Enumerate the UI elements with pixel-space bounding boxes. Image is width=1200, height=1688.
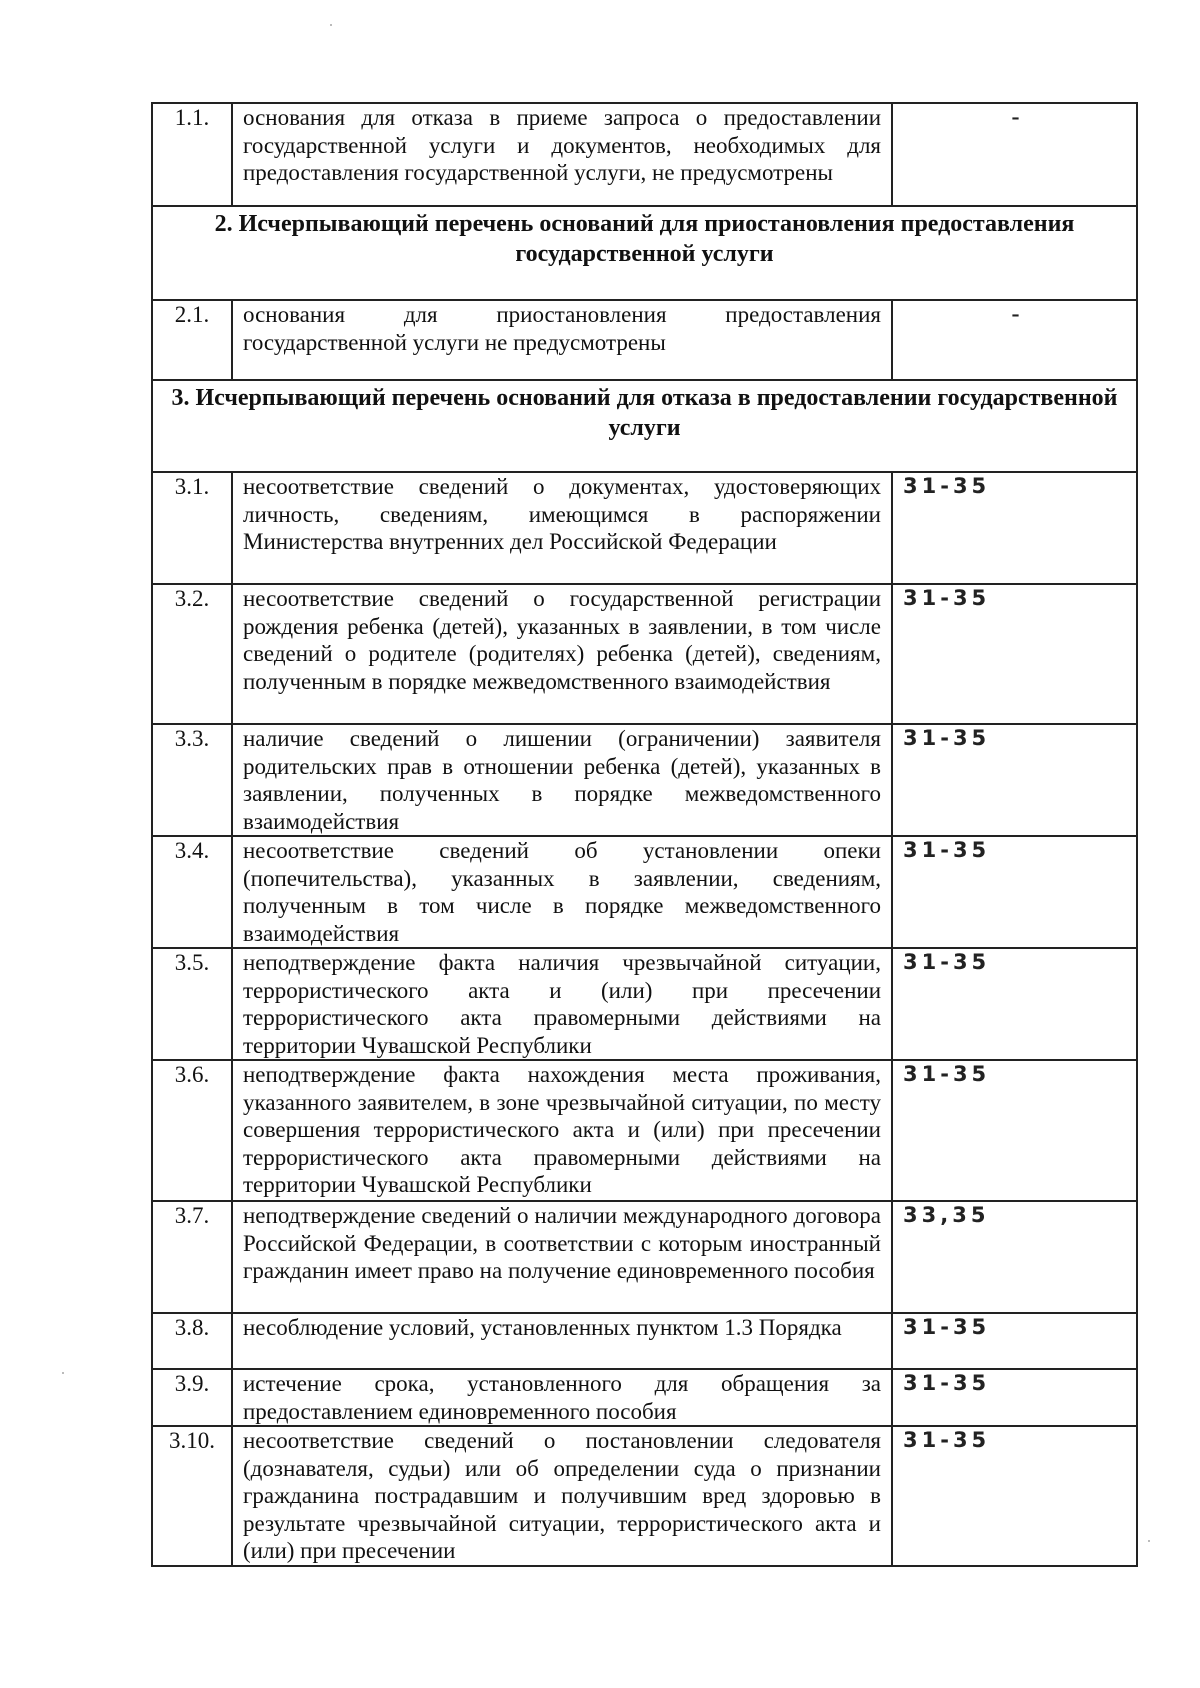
row-text: основания для отказа в приеме запроса о предоставлении государственной услуги и документов, необходимых для предоставления государственной услуги, не предусмотрены [232, 103, 892, 206]
row-reference: 31-35 [892, 1369, 1137, 1426]
table-row-3-2 [152, 584, 1137, 724]
row-text: несоответствие сведений о документах, удостоверяющих личность, сведениям, имеющимся в распоряжении Министерства внутренних дел Российской Федерации [232, 472, 892, 584]
row-number: 3.2. [152, 584, 232, 724]
row-text: основания для приостановления предоставления государственной услуги не предусмотрены [232, 300, 892, 380]
row-number: 3.1. [152, 472, 232, 584]
row-reference: 31-35 [892, 472, 1137, 584]
row-text: неподтверждение сведений о наличии международного договора Российской Федерации, в соответствии с которым иностранный гражданин имеет право на получение единовременного пособия [232, 1201, 892, 1313]
section-heading-row [152, 380, 1137, 472]
row-text: несоответствие сведений о постановлении следователя (дознавателя, судьи) или об определении суда о признании гражданина пострадавшим и получившим вред здоровью в результате чрезвычайной ситуации, террористического акта и (или) при пресечении [232, 1426, 892, 1566]
row-number: 3.5. [152, 948, 232, 1060]
row-text: наличие сведений о лишении (ограничении) заявителя родительских прав в отношении ребенка (детей), указанных в заявлении, полученных в порядке межведомственного взаимодействия [232, 724, 892, 836]
scan-speck [330, 24, 332, 26]
table-row-3-8 [152, 1313, 1137, 1369]
row-reference: 31-35 [892, 724, 1137, 836]
table-row-3-3 [152, 724, 1137, 836]
section-heading-2: 2. Исчерпывающий перечень оснований для приостановления предоставления государственной услуги [152, 206, 1137, 300]
row-number: 3.6. [152, 1060, 232, 1201]
row-text: неподтверждение факта нахождения места проживания, указанного заявителем, в зоне чрезвычайной ситуации, по месту совершения террористического акта и (или) при пресечении террористического акта правомерными действиями на территории Чувашской Республики [232, 1060, 892, 1201]
row-reference: 31-35 [892, 584, 1137, 724]
row-number: 1.1. [152, 103, 232, 206]
row-reference: 33,35 [892, 1201, 1137, 1313]
section-heading-row [152, 206, 1137, 300]
table-row-3-4 [152, 836, 1137, 948]
section-heading-3: 3. Исчерпывающий перечень оснований для отказа в предоставлении государственной услуги [152, 380, 1137, 472]
row-number: 3.7. [152, 1201, 232, 1313]
row-reference: 31-35 [892, 1060, 1137, 1201]
row-reference: 31-35 [892, 1313, 1137, 1369]
row-reference: 31-35 [892, 1426, 1137, 1566]
table-row-3-1 [152, 472, 1137, 584]
table-row-3-9 [152, 1369, 1137, 1426]
table-row-1-1 [152, 103, 1137, 206]
row-number: 3.3. [152, 724, 232, 836]
row-number: 3.10. [152, 1426, 232, 1566]
row-text: истечение срока, установленного для обращения за предоставлением единовременного пособия [232, 1369, 892, 1426]
table-row-3-5 [152, 948, 1137, 1060]
row-text: несоответствие сведений об установлении опеки (попечительства), указанных в заявлении, сведениям, полученным в том числе в порядке межведомственного взаимодействия [232, 836, 892, 948]
table-row-3-7 [152, 1201, 1137, 1313]
row-number: 3.4. [152, 836, 232, 948]
table-row-3-10 [152, 1426, 1137, 1566]
row-text: несоблюдение условий, установленных пунктом 1.3 Порядка [232, 1313, 892, 1369]
scan-speck [1148, 1540, 1150, 1542]
grounds-table [151, 102, 1138, 1567]
table-row-2-1 [152, 300, 1137, 380]
row-text: несоответствие сведений о государственной регистрации рождения ребенка (детей), указанных в заявлении, в том числе сведений о родителе (родителях) ребенка (детей), сведениям, полученным в порядке межведомственного взаимодействия [232, 584, 892, 724]
row-reference: 31-35 [892, 836, 1137, 948]
row-reference: - [892, 300, 1137, 380]
row-reference: 31-35 [892, 948, 1137, 1060]
table-row-3-6 [152, 1060, 1137, 1201]
scan-speck [62, 1372, 64, 1374]
row-number: 3.9. [152, 1369, 232, 1426]
row-text: неподтверждение факта наличия чрезвычайной ситуации, террористического акта и (или) при пресечении террористического акта правомерными действиями на территории Чувашской Республики [232, 948, 892, 1060]
row-number: 2.1. [152, 300, 232, 380]
row-reference: - [892, 103, 1137, 206]
row-number: 3.8. [152, 1313, 232, 1369]
